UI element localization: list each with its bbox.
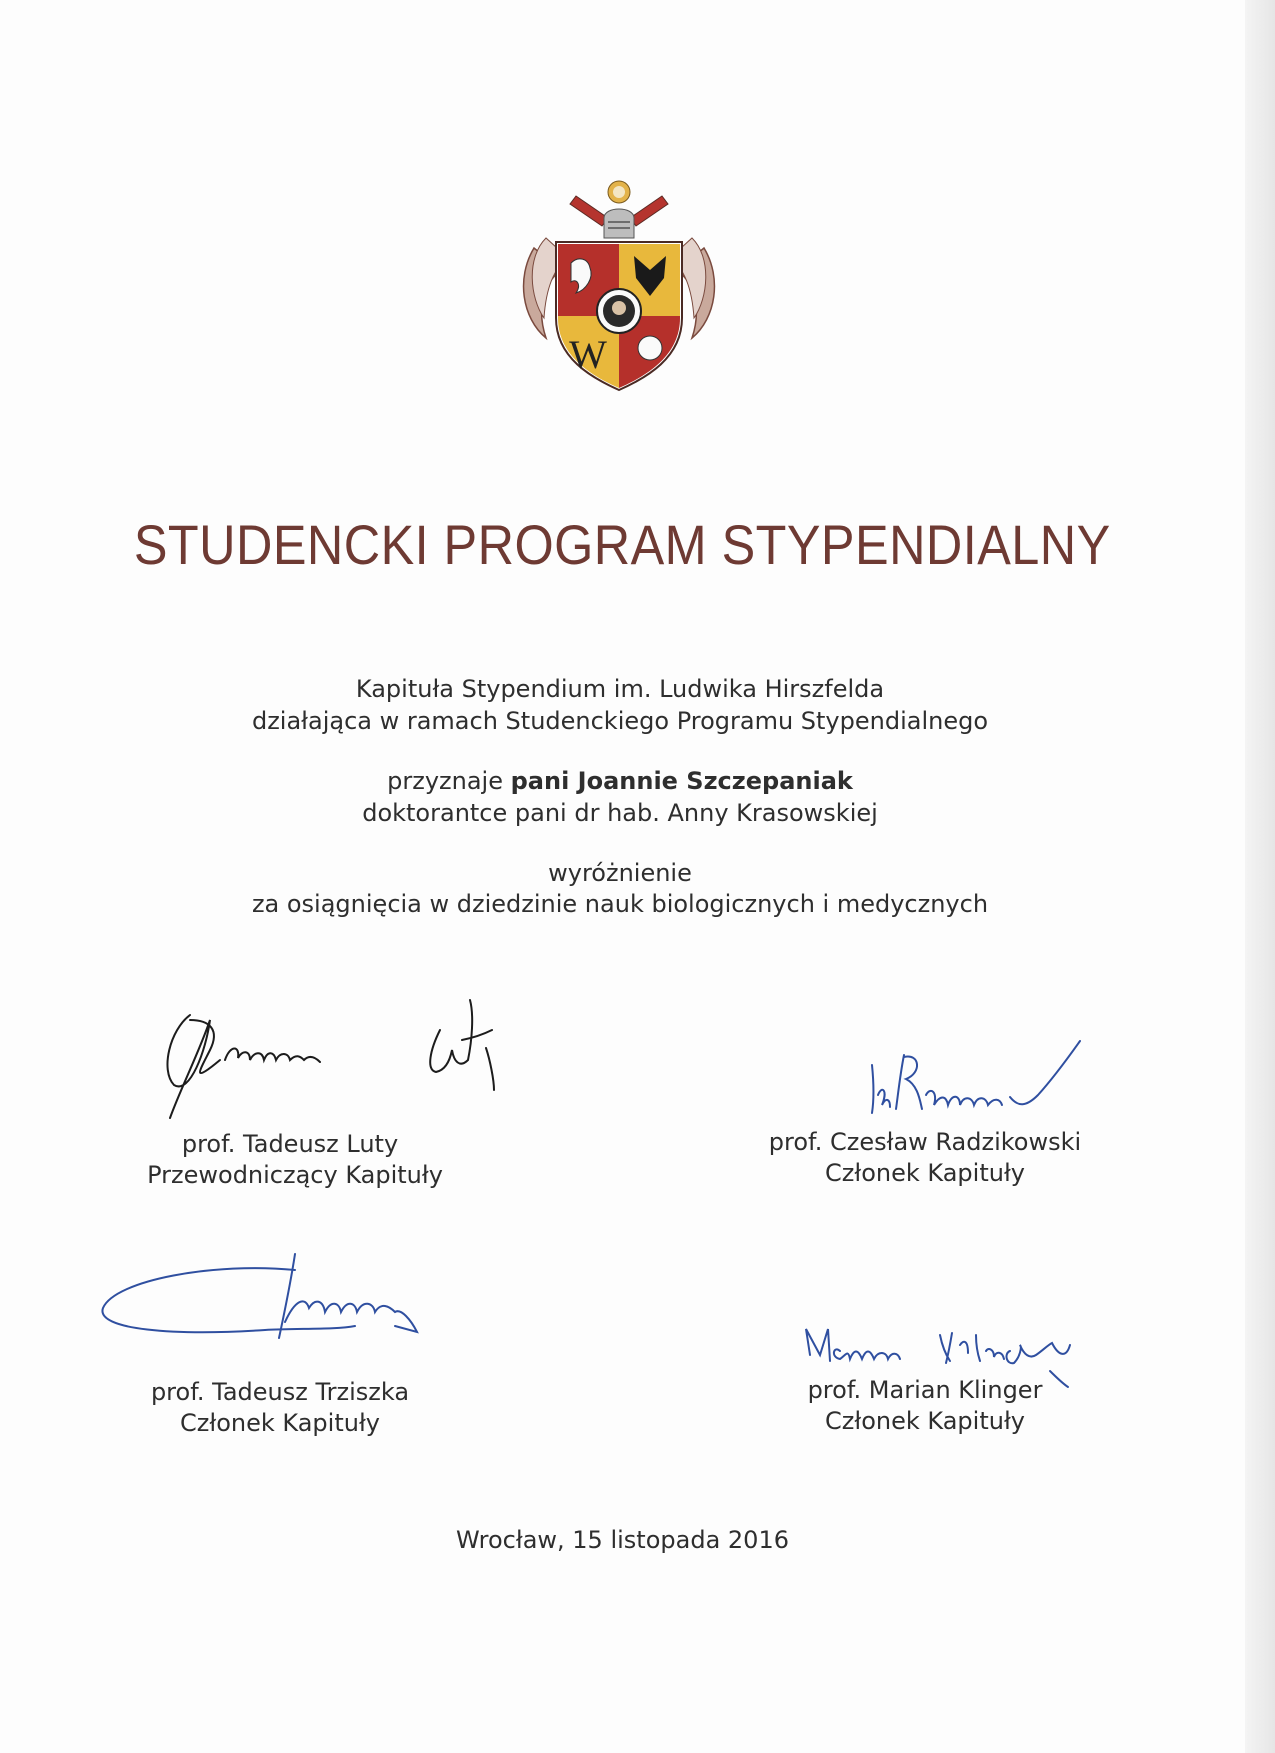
distinction-reason: za osiągnięcia w dziedzinie nauk biologicznych i medycznych <box>251 890 989 918</box>
signatory-role-4: Członek Kapituły <box>825 1407 1025 1435</box>
distinction-label: wyróżnienie <box>548 859 692 887</box>
signatory-role-2: Członek Kapituły <box>825 1159 1025 1187</box>
recipient-name: pani Joannie Szczepaniak <box>510 767 853 795</box>
supervisor-line: doktorantce pani dr hab. Anny Krasowskiej <box>362 799 878 827</box>
certificate-title: STUDENCKI PROGRAM STYPENDIALNY <box>133 513 1111 576</box>
signatory-name-2: prof. Czesław Radzikowski <box>768 1128 1082 1156</box>
signature-luty <box>150 990 550 1130</box>
university-crest-emblem <box>516 178 722 392</box>
award-line <box>0 767 1240 795</box>
award-prefix: przyznaje <box>387 767 511 795</box>
signatory-name-1: prof. Tadeusz Luty <box>181 1130 399 1158</box>
chapter-context: działająca w ramach Studenckiego Programu Stypendialnego <box>251 707 989 735</box>
svg-text:W: W <box>569 332 607 377</box>
scan-page-edge <box>1245 0 1275 1753</box>
place-and-date: Wrocław, 15 listopada 2016 <box>456 1526 789 1554</box>
signature-trziszka <box>95 1250 465 1360</box>
signatory-role-1: Przewodniczący Kapituły <box>147 1161 443 1189</box>
signatory-name-3: prof. Tadeusz Trziszka <box>150 1378 410 1406</box>
signatory-name-4: prof. Marian Klinger <box>807 1376 1043 1404</box>
signature-radzikowski <box>860 1035 1100 1125</box>
chapter-name: Kapituła Stypendium im. Ludwika Hirszfelda <box>355 675 885 703</box>
signatory-role-3: Członek Kapituły <box>180 1409 380 1437</box>
